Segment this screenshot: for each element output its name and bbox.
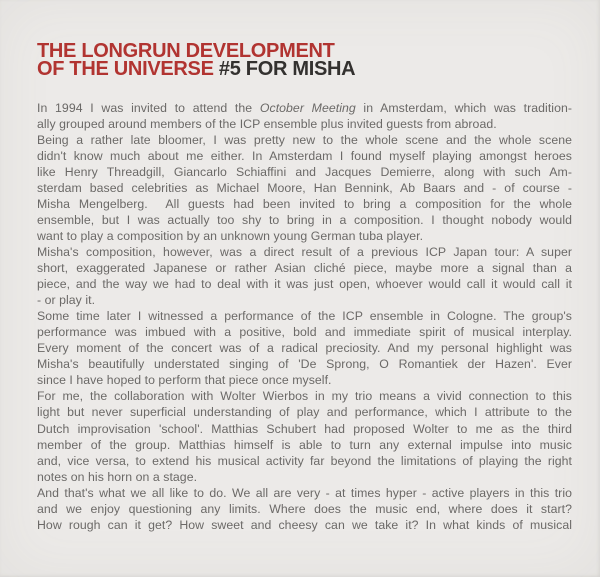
- text-line: - or play it.: [37, 293, 96, 308]
- text-line: sterdam based celebrities as Michael Moore, Han Bennink, Ab Baars and - of course -: [37, 180, 572, 195]
- body-text: [37, 100, 572, 533]
- text-line: Misha's beautifully understated singing of 'De Sprong, O Romantiek der Hazen'. Ever: [37, 357, 572, 372]
- text-line: Being a rather late bloomer, I was pretty new to the whole scene and the whole scene: [37, 132, 572, 147]
- text-line: Misha Mengelberg. All guests had been invited to bring a composition for the whole: [37, 196, 572, 211]
- text-line: member of the group. Matthias himself is able to turn any external impulse into music: [37, 437, 572, 452]
- title-line1: THE LONGRUN DEVELOPMENT: [37, 40, 335, 62]
- title-line2-red: OF THE UNIVERSE: [37, 57, 214, 80]
- text-line: ally grouped around members of the ICP ensemble plus invited guests from abroad.: [37, 116, 497, 131]
- text-line: Some time later I witnessed a performance of the ICP ensemble in Cologne. The group's: [37, 309, 572, 324]
- text-line: light but never superficial understanding of play and performance, which I attribute to the: [37, 405, 572, 420]
- text-line: Misha's composition, however, was a direct result of a previous ICP Japan tour: A super: [37, 245, 572, 260]
- text-line: and, vice versa, to extend his musical activity far beyond the limitations of playing the right: [37, 453, 572, 468]
- text-line: want to play a composition by an unknown young German tuba player.: [37, 228, 424, 243]
- text-line: short, exaggerated Japanese or rather Asian cliché piece, maybe more a signal than a: [37, 261, 572, 276]
- text-line: and we enjoy questioning any limits. Where does the music end, where does it start?: [37, 501, 572, 516]
- page-title: [37, 40, 572, 80]
- text-line: How rough can it get? How sweet and cheesy can we take it? In what kinds of musical: [37, 517, 572, 532]
- text-line: like Henry Threadgill, Giancarlo Schiaffini and Jacques Demierre, along with such Am-: [37, 164, 572, 179]
- text-line: For me, the collaboration with Wolter Wierbos in my trio means a vivid connection to this: [37, 389, 572, 404]
- text-line: performance was imbued with a positive, bold and immediate spirit of musical interplay.: [37, 325, 572, 340]
- text-line: since I have hoped to perform that piece once myself.: [37, 373, 332, 388]
- page-content: [37, 40, 572, 533]
- text-line: ensemble, but I was actually too shy to bring in a composition. I thought nobody would: [37, 212, 572, 227]
- text-line: Dutch improvisation 'school'. Matthias Schubert had proposed Wolter to me as the third: [37, 421, 572, 436]
- text-line: piece, and the way we had to deal with it was just open, whoever would call it would call it: [37, 277, 572, 292]
- text-line: And that's what we all like to do. We all are very - at times hyper - active players in this trio: [37, 485, 572, 500]
- title-line2-dark: #5 FOR MISHA: [218, 57, 356, 80]
- text-line: In 1994 I was invited to attend the October Meeting in Amsterdam, which was tradition-: [37, 100, 572, 115]
- text-line: didn't know much about me either. In Amsterdam I found myself playing amongst heroes: [37, 148, 572, 163]
- text-line: notes on his horn on a stage.: [37, 469, 198, 484]
- text-line: Every moment of the concert was of a radical preciosity. And my personal highlight was: [37, 341, 572, 356]
